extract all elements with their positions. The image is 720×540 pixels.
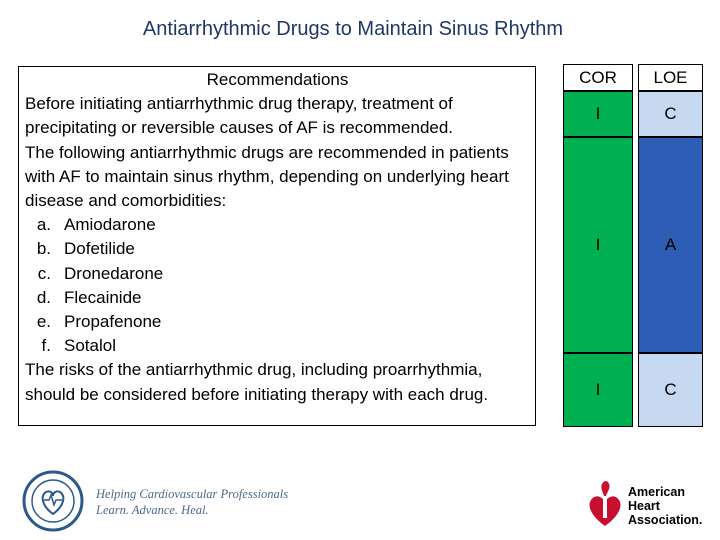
cor-cell: I — [563, 91, 633, 137]
recommendation-2: The following antiarrhythmic drugs are recommended in patients with AF to maintain sinus rhythm, depending on underlying heart disease and comorbidities: — [25, 142, 509, 211]
drug-item: f. Sotalol — [41, 336, 116, 356]
recommendation-3: The risks of the antiarrhythmic drug, including proarrhythmia, should be considered before initiating therapy with each drug. — [25, 360, 489, 404]
loe-cell: C — [638, 91, 703, 137]
drug-item: b. Dofetilide — [36, 239, 135, 259]
drug-list — [25, 213, 530, 358]
drug-item: d. Flecainide — [36, 287, 142, 307]
slide-title: Antiarrhythmic Drugs to Maintain Sinus Rhythm — [142, 18, 564, 40]
drug-item: c. Dronedarone — [37, 263, 164, 283]
drug-item: a. Amiodarone — [36, 215, 156, 235]
cor-cell: I — [563, 137, 633, 353]
cor-cell: I — [563, 353, 633, 427]
loe-cell: A — [638, 137, 703, 353]
recommendations-cell — [18, 66, 536, 426]
recommendations-header: Recommendations — [206, 70, 349, 89]
cor-header: COR — [563, 64, 633, 91]
aha-wordmark: American Heart Association. — [628, 485, 703, 527]
acc-tagline: Helping Cardiovascular Professionals Learn. Advance. Heal. — [96, 487, 289, 517]
aha-heart-torch-logo — [585, 478, 625, 533]
acc-seal-logo — [22, 470, 84, 537]
loe-cell: C — [638, 353, 703, 427]
recommendation-1: Before initiating antiarrhythmic drug therapy, treatment of precipitating or reversible causes of AF is recommended. — [25, 94, 454, 138]
drug-item: e. Propafenone — [36, 312, 162, 332]
loe-header: LOE — [638, 64, 703, 91]
